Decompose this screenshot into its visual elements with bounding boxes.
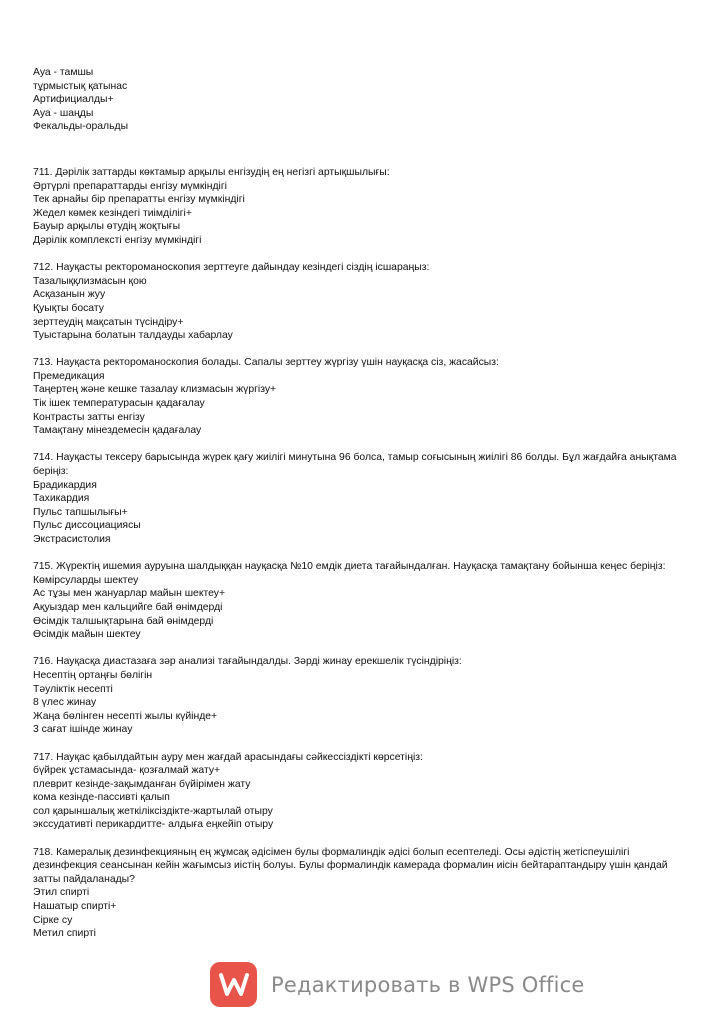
question-712: [33, 261, 689, 343]
option-line: Әртүрлі препараттарды енгізу мүмкіндігі: [33, 180, 227, 192]
question-text: 717. Науқас қабылдайтын ауру мен жағдай арасындағы сәйкессіздікті көрсетіңіз:: [33, 751, 423, 763]
option-line: бүйрек ұстамасында- қозғалмай жату+: [33, 765, 221, 777]
question-text: 712. Науқасты ректороманоскопия зерттеуге дайындау кезіндегі сіздің ісшараңыз:: [33, 262, 430, 274]
top-options: [33, 66, 689, 134]
option-line: Нашатыр спирті+: [33, 901, 117, 913]
wps-logo-icon[interactable]: [210, 962, 257, 1007]
option-line: Метил спирті: [33, 928, 96, 940]
option-line: кома кезінде-пассивті қалып: [33, 792, 170, 804]
option-line: Пульс диссоциациясы: [33, 520, 141, 532]
option-line: Брадикардия: [33, 479, 97, 491]
option-line: Ақуыздар мен кальцийге бай өнімдерді: [33, 601, 223, 613]
option-line: Ауа - тамшы: [33, 67, 94, 78]
option-line: Өсімдік талшықтарына бай өнімдерді: [33, 615, 214, 627]
wps-w-icon: [219, 972, 249, 998]
question-711: [33, 166, 689, 248]
option-line: Көмірсуларды шектеу: [33, 574, 139, 586]
wps-edit-watermark[interactable]: [210, 962, 585, 1007]
question-716: [33, 655, 689, 737]
option-line: Ас тұзы мен жануарлар майын шектеу+: [33, 588, 226, 600]
option-line: Жедел көмек кезіндегі тиімділігі+: [33, 207, 192, 219]
option-line: Ауа - шаңды: [33, 107, 94, 119]
question-text: 715. Жүректің ишемия ауруына шалдыққан науқасқа №10 емдік диета тағайындалған. Науқасқа тамақтану бойынша кеңес беріңіз:: [33, 561, 666, 573]
option-line: Бауыр арқылы өтудің жоқтығы: [33, 221, 181, 233]
option-line: плеврит кезінде-зақымданған бүйірімен жату: [33, 778, 251, 790]
option-line: сол қарыншалық жеткіліксіздікте-жартылай отыру: [33, 805, 273, 817]
option-line: Қуықты босату: [33, 302, 104, 314]
option-line: Тахикардия: [33, 493, 90, 505]
question-715: [33, 560, 689, 642]
question-714: [33, 451, 689, 546]
option-line: Несептің ортаңғы бөлігін: [33, 669, 153, 681]
question-text: 711. Дәрілік заттарды көктамыр арқылы енгізудің ең негізгі артықшылығы:: [33, 166, 390, 178]
option-line: Контрасты затты енгізу: [33, 411, 145, 423]
question-text: 714. Науқасты тексеру барысында жүрек қағу жиілігі минутына 96 болса, тамыр соғысының жиілігі 86 болды. Бұл жағдайға анықтама беріңіз:: [33, 452, 677, 478]
option-line: 8 үлес жинау: [33, 697, 97, 709]
question-717: [33, 751, 689, 833]
option-line: Пульс тапшылығы+: [33, 506, 128, 518]
option-line: Тамақтану мінездемесін қадағалау: [33, 425, 202, 437]
question-text: 713. Науқаста ректороманоскопия болады. Сапалы зерттеу жүргізу үшін науқасқа сіз, жасайсыз:: [33, 357, 499, 369]
option-line: тұрмыстық қатынас: [33, 80, 128, 92]
option-line: Фекальды-оральды: [33, 121, 129, 133]
option-line: зерттеудің мақсатын түсіндіру+: [33, 316, 184, 328]
option-line: Этил спирті: [33, 887, 90, 899]
option-line: Сірке су: [33, 914, 73, 926]
option-line: Таңертең және кешке тазалау клизмасын жүргізу+: [33, 384, 277, 396]
document-page: [33, 66, 689, 954]
question-text: 716. Науқасқа диастазаға зәр анализі тағайындалды. Зәрді жинау ерекшелік түсіндіріңіз:: [33, 656, 462, 668]
option-line: Туыстарына болатын талдауды хабарлау: [33, 330, 233, 342]
option-line: Тік ішек температурасын қадағалау: [33, 398, 205, 410]
option-line: Экстрасистолия: [33, 534, 111, 545]
option-line: Премедикация: [33, 370, 105, 382]
option-line: Тазалыққлизмасын қою: [33, 275, 147, 287]
option-line: 3 сағат ішінде жинау: [33, 724, 133, 736]
option-line: экссудативті перикардитте- алдыға еңкейіп отыру: [33, 819, 274, 831]
option-line: Дәрілік комплексті енгізу мүмкіндігі: [33, 234, 202, 246]
option-line: Өсімдік майын шектеу: [33, 629, 141, 641]
option-line: Артифициалды+: [33, 94, 114, 106]
option-line: Асқазанын жуу: [33, 289, 106, 301]
question-718: [33, 846, 689, 941]
wps-edit-label[interactable]: Редактировать в WPS Office: [271, 972, 585, 997]
option-line: Тек арнайы бір препаратты енгізу мүмкіндігі: [33, 194, 245, 206]
option-line: Жаңа бөлінген несепті жылы күйінде+: [33, 710, 218, 722]
option-line: Тәуліктік несепті: [33, 683, 113, 695]
question-text: 718. Камералық дезинфекцияның ең жұмсақ әдісімен булы формалиндік әдісі болып есептеледі. Осы әдістің жетіспеушілігі дезинфекция сеансынан кейін жағымсыз иістің болуы. Булы формалиндік камерада формалин иісін бейтараптандыру үшін қандай затты пайдаланады?: [33, 846, 668, 885]
question-713: [33, 356, 689, 438]
